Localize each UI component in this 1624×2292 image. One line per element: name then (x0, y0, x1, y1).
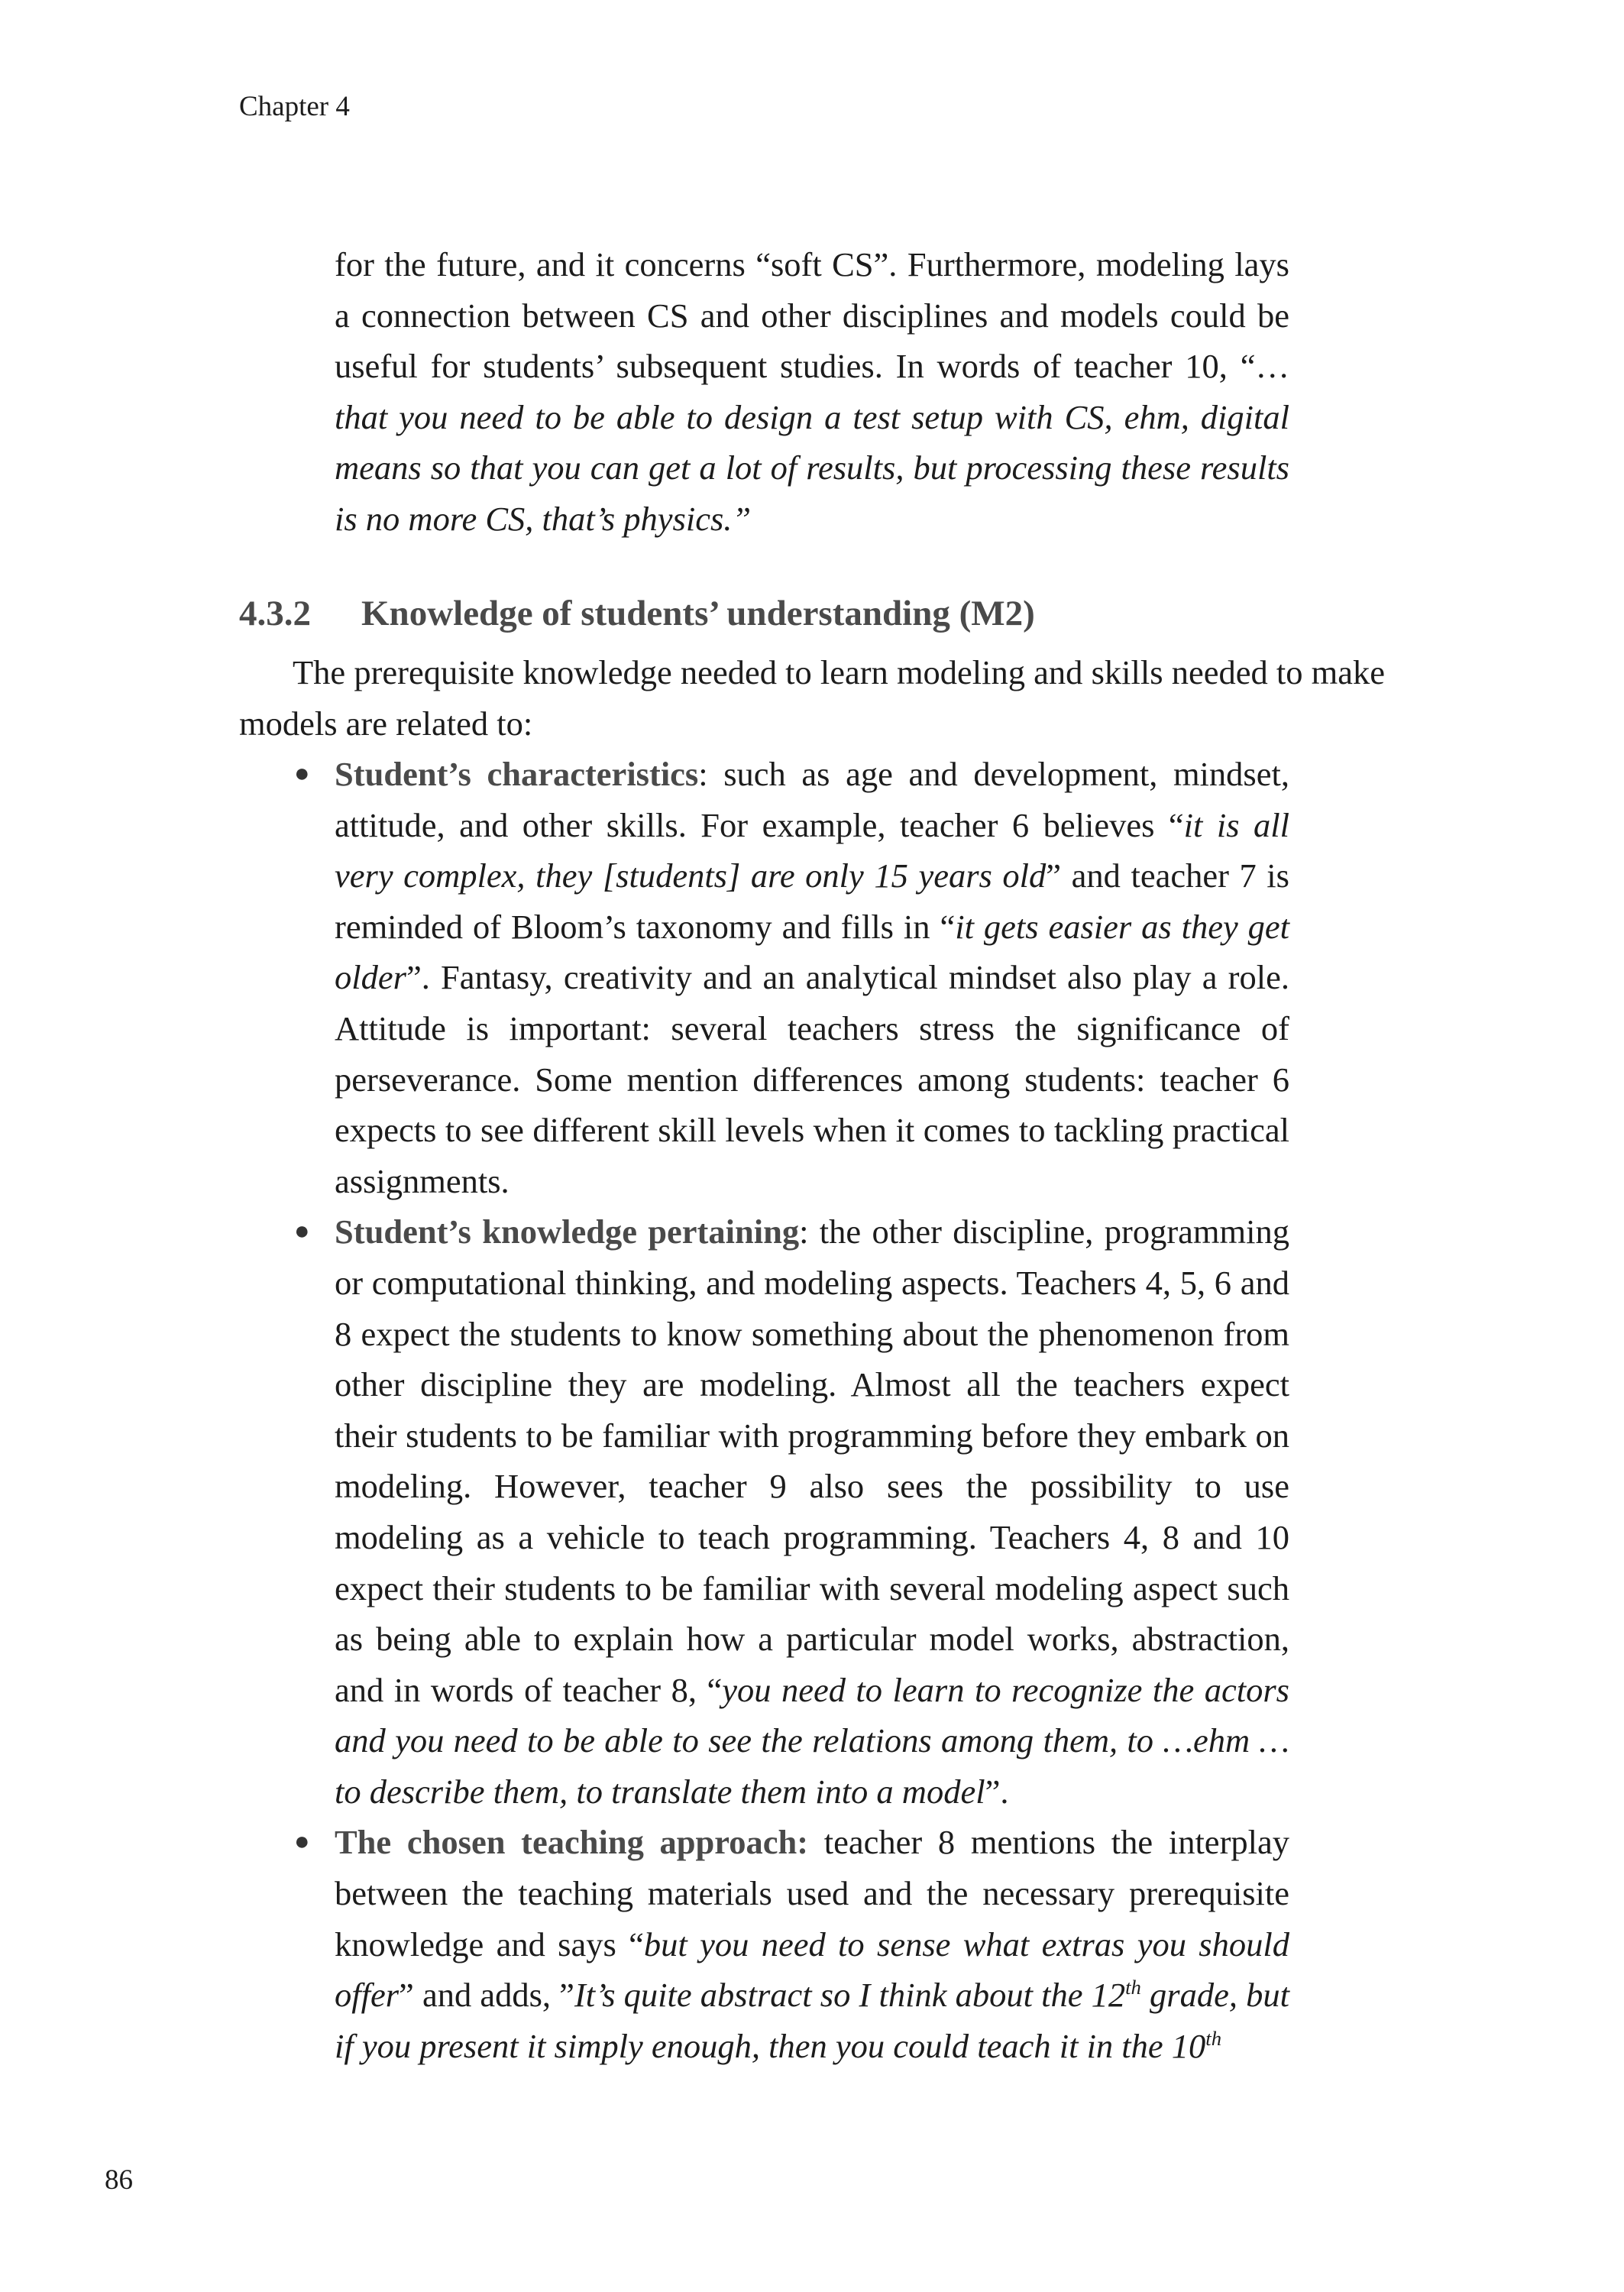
list-item (294, 1206, 1289, 1817)
text-segment: ” and teacher 7 is reminded of Bloom’s taxonomy and fills in “ (335, 856, 1289, 946)
text-segment: for the future, and it concerns “soft CS”. Furthermore, modeling lays a connection between CS and other disciplines and models could be useful for students’ subsequent studies. In words of teacher 10, “… (335, 245, 1289, 386)
page-number: 86 (105, 2164, 133, 2196)
quote-segment: that you need to be able to design a test setup with CS, ehm, digital means so that you can get a lot of results, but processing these results is no more CS, that’s physics.” (335, 397, 1289, 538)
bullet-label: Student’s characteristics (335, 755, 699, 793)
bullet-icon: ● (294, 1217, 310, 1246)
section-title: Knowledge of students’ understanding (M2) (361, 594, 1035, 633)
superscript: th (1205, 2027, 1222, 2051)
quote-segment: It’s quite abstract so I think about the 12 (574, 1976, 1126, 2015)
quote-segment: it is all very complex, they [students] are only 15 years old (335, 805, 1289, 895)
text-segment: : such as age and development, mindset, attitude, and other skills. For example, teacher 6 believes “ (335, 755, 1289, 844)
quote-segment: it gets easier as they get older (335, 907, 1289, 997)
bullet-label: Student’s knowledge pertaining (335, 1212, 800, 1251)
text-segment: : the other discipline, programming or computational thinking, and modeling aspects. Teachers 4, 5, 6 and 8 expect the students to know something about the phenomenon from other discipline they are modeling. Almost all the teachers expect their students to be familiar with programming before they embark on modeling. However, teacher 9 also sees the possibility to use modeling as a vehicle to teach programming. Teachers 4, 8 and 10 expect their students to be familiar with several modeling aspect such as being able to explain how a particular model works, abstraction, and in words of teacher 8, “ (335, 1212, 1289, 1709)
list-item (294, 749, 1289, 1206)
running-head: Chapter 4 (239, 91, 350, 122)
text-segment: teacher 8 mentions the interplay between the teaching materials used and the necessary prerequisite knowledge and says “ (335, 1823, 1289, 1963)
superscript: th (1125, 1976, 1141, 1999)
continuation-paragraph (335, 239, 1289, 545)
section-number: 4.3.2 (239, 594, 311, 633)
quote-segment: you need to learn to recognize the actors and you need to be able to see the relations among them, to …ehm … to describe them, to translate them into a model (335, 1670, 1289, 1811)
bullet-icon: ● (294, 759, 310, 788)
quote-segment: grade, but if you present it simply enough, then you could teach it in the 10 (335, 1976, 1289, 2065)
section-heading (239, 593, 1035, 634)
quote-segment: but you need to sense what extras you should offer (335, 1925, 1289, 2015)
text-segment: ” and adds, ” (399, 1976, 574, 2015)
text-segment: ”. Fantasy, creativity and an analytical mindset also play a role. Attitude is important: several teachers stress the significance of perseverance. Some mention differences among students: teacher 6 expects to see different skill levels when it comes to tackling practical assignments. (335, 958, 1289, 1200)
text-segment: ”. (985, 1772, 1009, 1811)
bullet-list (294, 749, 1289, 2071)
intro-paragraph: The prerequisite knowledge needed to learn modeling and skills needed to make models are related to: (239, 653, 1385, 743)
bullet-label: The chosen teaching approach: (335, 1823, 809, 1862)
bullet-icon: ● (294, 1827, 310, 1857)
list-item (294, 1817, 1289, 2071)
